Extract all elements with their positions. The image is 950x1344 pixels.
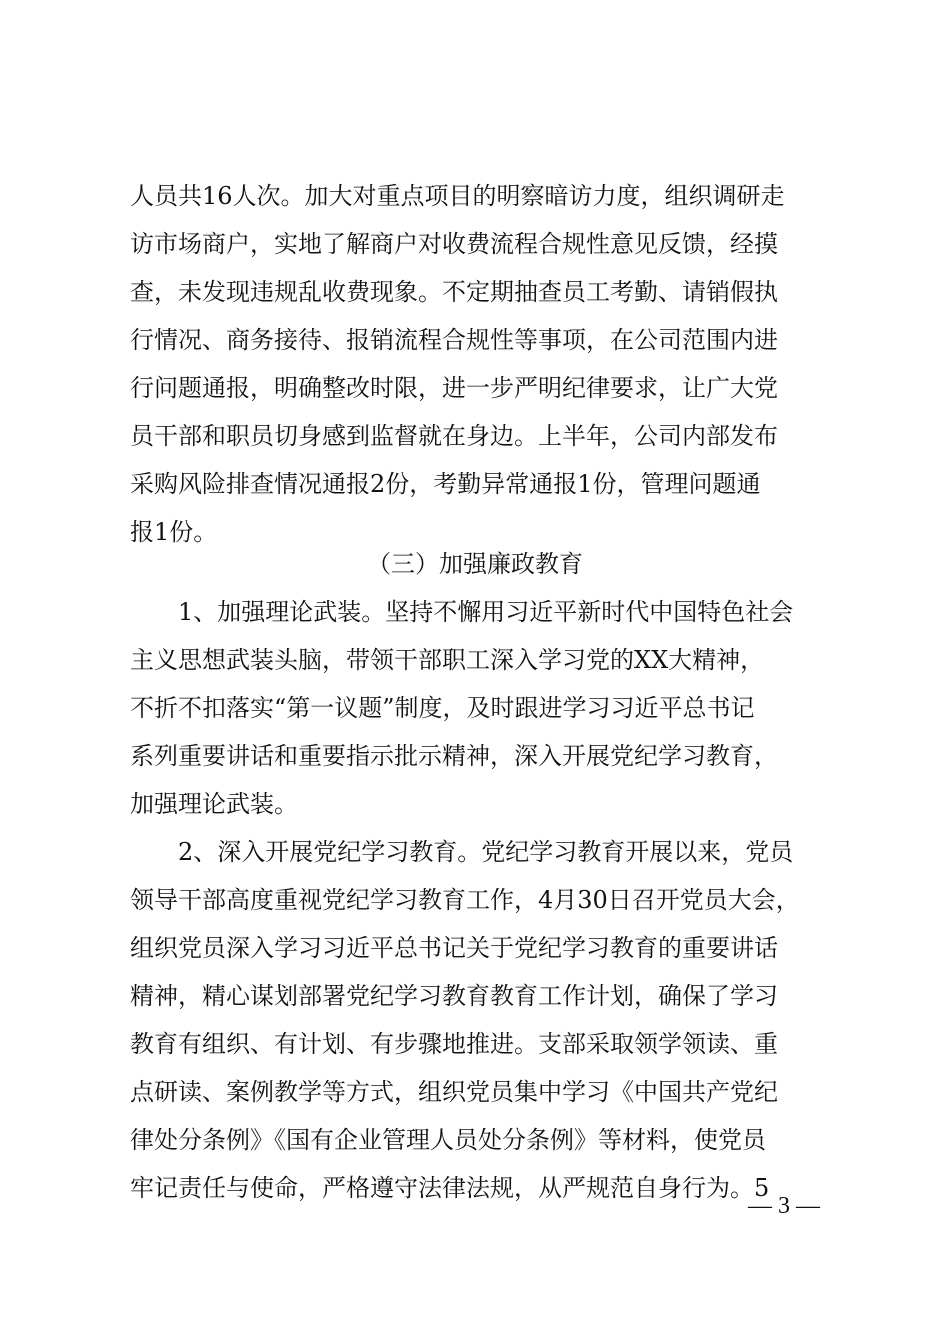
paragraph-1-line-6: 员干部和职员切身感到监督就在身边。上半年，公司内部发布 [130,422,778,450]
paragraph-2-line-5: 加强理论武装。 [130,790,298,818]
paragraph-2-line-2: 主义思想武装头脑，带领干部职工深入学习党的XX大精神， [130,646,765,674]
paragraph-1-line-7: 采购风险排查情况通报2份，考勤异常通报1份，管理问题通 [130,470,761,498]
paragraph-3-line-1: 2、深入开展党纪学习教育。党纪学习教育开展以来，党员 [178,838,794,866]
paragraph-2-line-3: 不折不扣落实“第一议题”制度，及时跟进学习习近平总书记 [130,694,755,722]
paragraph-1-line-5: 行问题通报，明确整改时限，进一步严明纪律要求，让广大党 [130,374,778,402]
paragraph-1-line-2: 访市场商户，实地了解商户对收费流程合规性意见反馈，经摸 [130,230,778,258]
paragraph-3-line-4: 精神，精心谋划部署党纪学习教育教育工作计划，确保了学习 [130,982,778,1010]
paragraph-3-line-6: 点研读、案例教学等方式，组织党员集中学习《中国共产党纪 [130,1078,778,1106]
paragraph-2-line-4: 系列重要讲话和重要指示批示精神，深入开展党纪学习教育， [130,742,778,770]
paragraph-2-line-1: 1、加强理论武装。坚持不懈用习近平新时代中国特色社会 [178,598,794,626]
paragraph-3-line-5: 教育有组织、有计划、有步骤地推进。支部采取领学领读、重 [130,1030,778,1058]
page-number: — 3 — [748,1193,820,1219]
paragraph-3-line-3: 组织党员深入学习习近平总书记关于党纪学习教育的重要讲话 [130,934,778,962]
paragraph-1-line-3: 查，未发现违规乱收费现象。不定期抽查员工考勤、请销假执 [130,278,778,306]
paragraph-3-line-2: 领导干部高度重视党纪学习教育工作，4月30日召开党员大会， [130,886,800,914]
paragraph-1-line-8: 报1份。 [130,518,218,546]
paragraph-1-line-4: 行情况、商务接待、报销流程合规性等事项，在公司范围内进 [130,326,778,354]
paragraph-1-line-1: 人员共16人次。加大对重点项目的明察暗访力度，组织调研走 [130,182,785,210]
paragraph-3-line-8: 牢记责任与使命，严格遵守法律法规，从严规范自身行为。5 [130,1174,770,1202]
paragraph-3-line-7: 律处分条例》《国有企业管理人员处分条例》等材料，使党员 [130,1126,766,1154]
section-heading: （三）加强廉政教育 [367,550,583,578]
